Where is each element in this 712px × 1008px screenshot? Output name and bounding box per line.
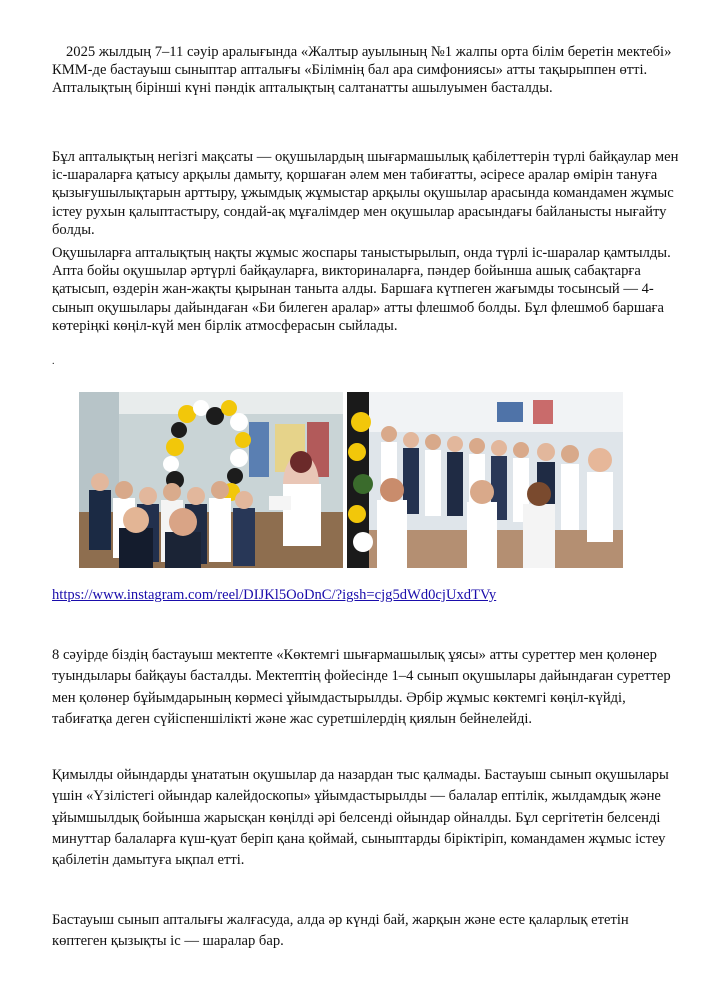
paragraph-goal: Бұл апталықтың негізгі мақсаты — оқушылардың шығармашылық қабілеттерін түрлі байқаулар мен іс-шараларға қатысу арқылы дамыту, қоршаған әлем мен табиғатты, әсіресе аралар өмірін тануға қызығушылықтарын арттыру, ұжымдық жұмыстар арқылы оқушылар арасында командамен жұмыс істеу рухын қалыптастыру, сондай-ақ мұғалімдер мен оқушылар арасындағы байланысты нығайту болды. — [52, 149, 679, 238]
photo-school-event-icon — [79, 392, 343, 568]
paragraph-closing: Бастауыш сынып апталығы жалғасуда, алда әр күнді бай, жарқын және есте қаларлық ететін көптеген қызықты іс — шаралар бар. — [52, 912, 629, 950]
paragraph-plan: Оқушыларға апталықтың нақты жұмыс жоспары таныстырылып, онда түрлі іс-шаралар қамтылды. Апта бойы оқушылар әртүрлі байқауларға, викториналарға, пәндер бойынша ашық сабақтарға қатысып, өздерін жан-жақты қырынан таныта алды. Баршаға күтпеген жағымды тосынсый — 4-сынып оқушылары дайындаған «Би билеген аралар» атты флешмоб болды. Бұл флешмоб баршаға көтеріңкі көңіл-күй мен бірлік атмосферасын сыйлады. — [52, 245, 671, 334]
photo-collage — [79, 392, 623, 568]
stray-dot: . — [52, 356, 55, 367]
paragraph-games: Қимылды ойындарды ұнататын оқушылар да назардан тыс қалмады. Бастауыш сынып оқушылары үшін «Үзілістегі ойындар калейдоскопы» ұйымдастырылды — балалар ептілік, жылдамдық және ұйымшылдық бойынша жарысқан көңілді әрі белсенді ойындар ойналды. Бұл сергітетін белсенді минуттар балаларға күш-қуат беріп қана қоймай, сыныптарды біріктіріп, командамен жұмыс істеу қабілетін дамытуға ықпал етті. — [52, 767, 669, 869]
paragraph-art-contest: 8 сәуірде біздің бастауыш мектепте «Көктемгі шығармашылық ұясы» атты суреттер мен қолөнер туындылары байқауы басталды. Мектептің фойесінде 1–4 сынып оқушылары дайындаған суреттер мен қолөнер бұйымдарының көрмесі ұйымдастырылды. Әрбір жұмыс көктемгі көңіл-күйді, табиғатқа деген сүйіспеншілікті және жас суретшілердің қиялын бейнелейді. — [52, 647, 671, 727]
photo-school-flashmob-icon — [347, 392, 623, 568]
instagram-link[interactable]: https://www.instagram.com/reel/DIJKl5OoDnC/?igsh=cjg5dWd0cjUxdTVy — [52, 587, 497, 603]
paragraph-intro: 2025 жылдың 7–11 сәуір аралығында «Жалтыр ауылының №1 жалпы орта білім беретін мектебі» КММ-де бастауыш сыныптар апталығы «Білімнің бал ара симфониясы» атты тақырыппен өтті. Апталықтың бірінші күні пәндік апталықтың салтанатты ашылуымен басталды. — [52, 44, 672, 97]
